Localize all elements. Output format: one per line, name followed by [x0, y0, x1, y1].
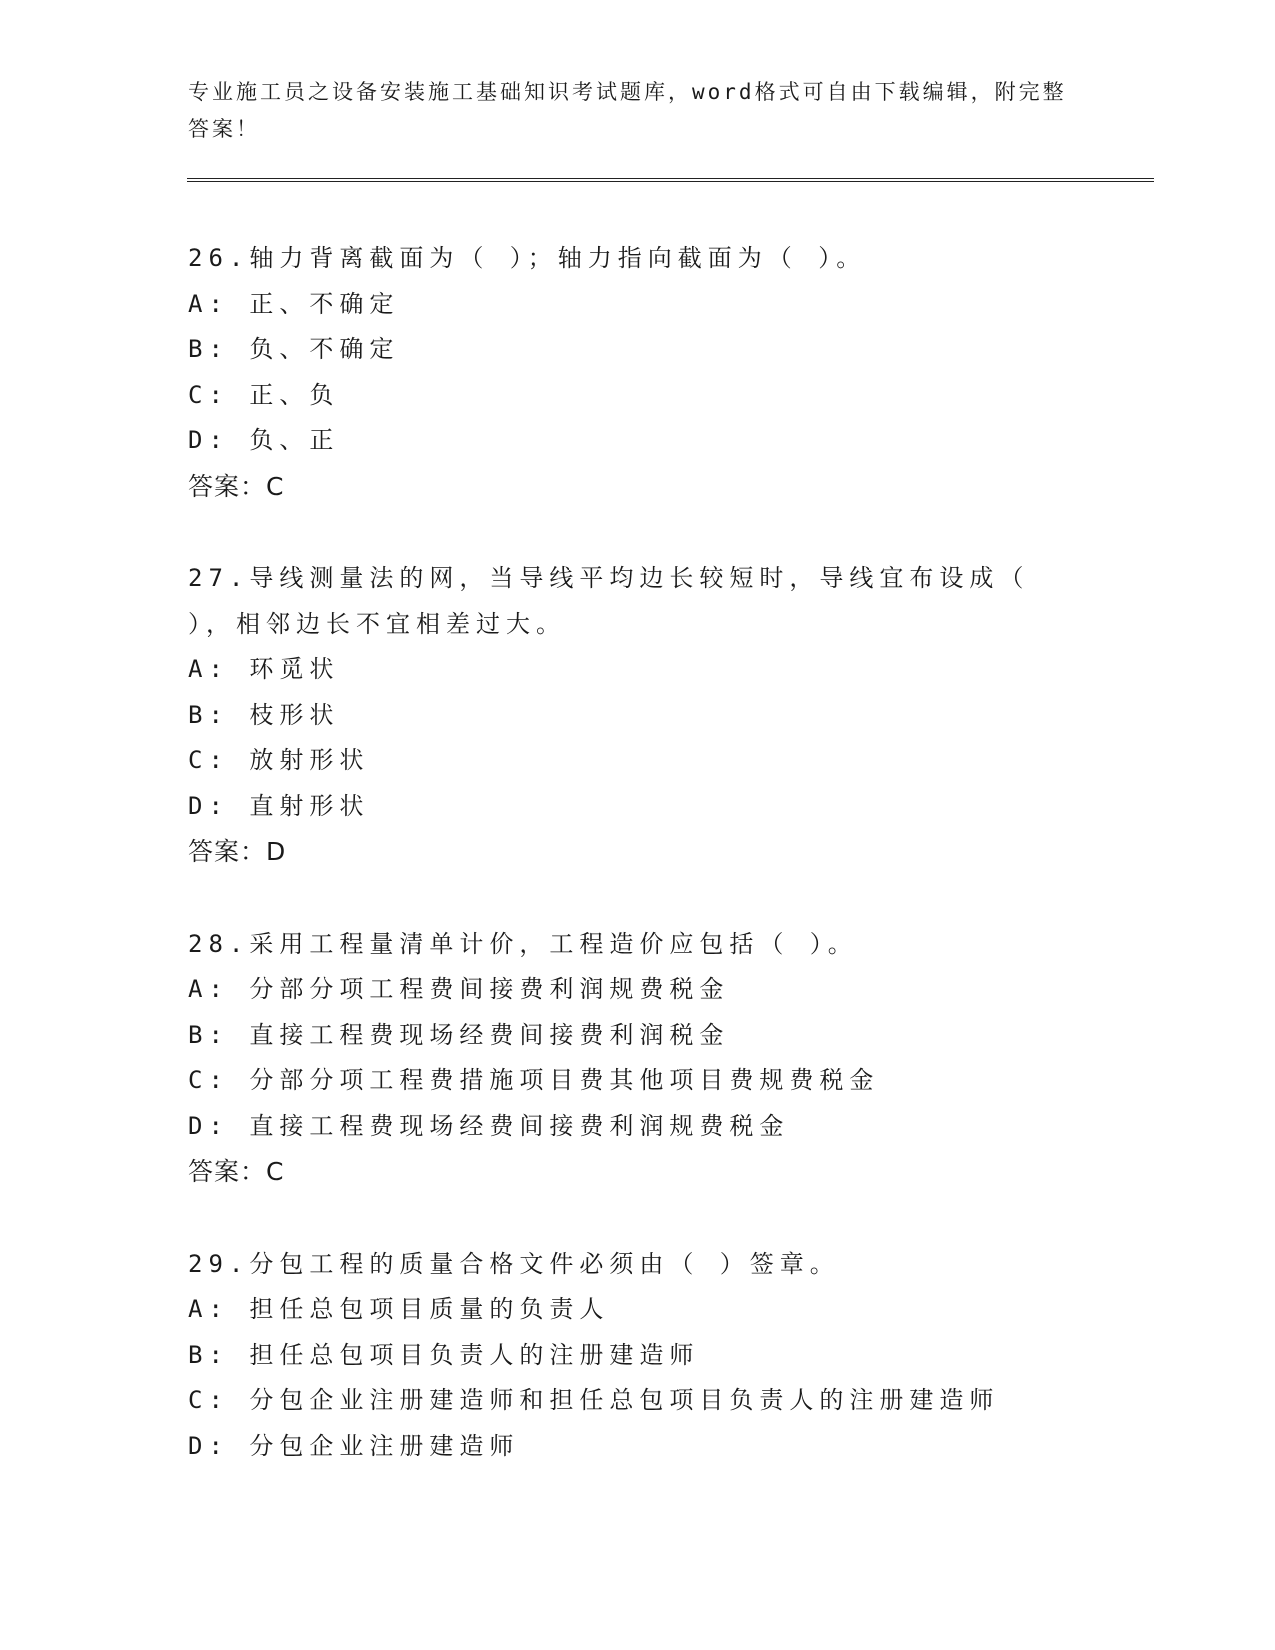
- option-c: C: 正、负: [188, 380, 340, 409]
- option-a: A: 分部分项工程费间接费利润规费税金: [188, 975, 730, 1003]
- question-27: [188, 556, 1068, 875]
- question-stem: 28.采用工程量清单计价，工程造价应包括（ ）。: [188, 929, 858, 958]
- question-list: [188, 236, 1068, 1516]
- option-a: A: 环觅状: [188, 655, 340, 683]
- option-c: C: 分包企业注册建造师和担任总包项目负责人的注册建造师: [188, 1386, 1000, 1414]
- header-divider: [187, 178, 1154, 182]
- option-d: D: 直接工程费现场经费间接费利润规费税金: [188, 1111, 790, 1140]
- question-29: [188, 1242, 1068, 1470]
- document-header: 专业施工员之设备安装施工基础知识考试题库，word格式可自由下载编辑，附完整答案！: [188, 80, 1067, 141]
- option-d: D: 直射形状: [188, 791, 370, 820]
- option-a: A: 正、不确定: [188, 289, 400, 318]
- question-stem: 27.导线测量法的网，当导线平均边长较短时，导线宜布设成（ ），相邻边长不宜相差过大。: [188, 564, 1030, 638]
- option-d: D: 负、正: [188, 426, 340, 454]
- answer-label: 答案：C: [188, 1157, 285, 1186]
- option-d: D: 分包企业注册建造师: [188, 1431, 520, 1460]
- answer-label: 答案：C: [188, 471, 285, 501]
- option-b: B: 负、不确定: [188, 335, 400, 363]
- option-c: C: 分部分项工程费措施项目费其他项目费规费税金: [188, 1066, 880, 1094]
- answer-label: 答案：D: [188, 837, 287, 866]
- question-28: [188, 922, 1068, 1195]
- option-b: B: 直接工程费现场经费间接费利润税金: [188, 1020, 730, 1049]
- option-c: C: 放射形状: [188, 746, 370, 774]
- question-stem: 26.轴力背离截面为（ ）；轴力指向截面为（ ）。: [188, 244, 867, 272]
- option-b: B: 担任总包项目负责人的注册建造师: [188, 1340, 700, 1369]
- option-a: A: 担任总包项目质量的负责人: [188, 1295, 610, 1323]
- option-b: B: 枝形状: [188, 700, 340, 729]
- question-stem: 29.分包工程的质量合格文件必须由（ ）签章。: [188, 1249, 840, 1278]
- question-26: [188, 236, 1068, 509]
